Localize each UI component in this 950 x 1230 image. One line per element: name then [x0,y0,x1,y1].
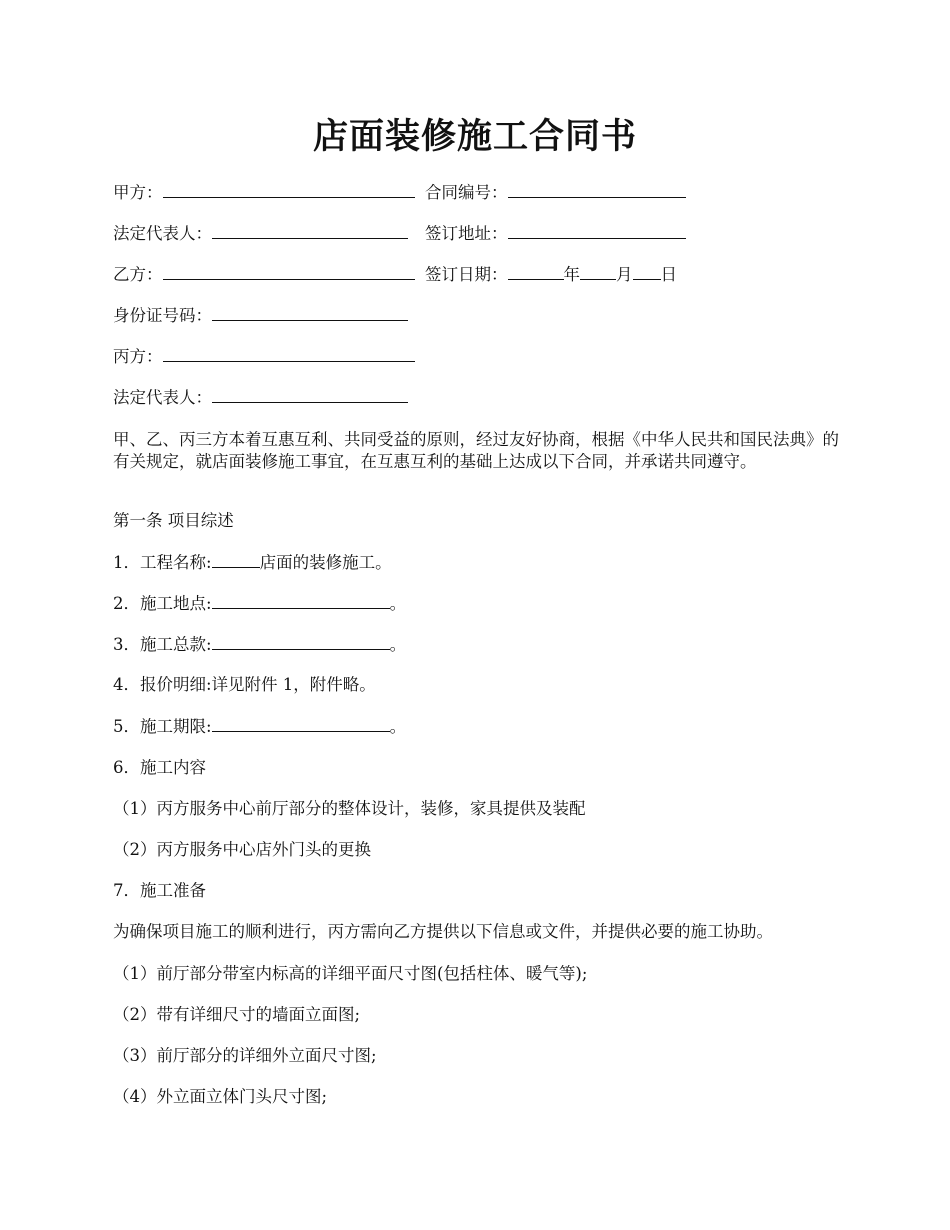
contract-no-label: 合同编号： [425,183,508,202]
item-7-sub-1: （1）前厅部分带室内标高的详细平面尺寸图(包括柱体、暖气等); [113,964,588,983]
item-7: 7．施工准备 [113,881,206,900]
site-blank[interactable] [212,591,390,609]
item-6-sub-2: （2）丙方服务中心店外门头的更换 [113,840,371,859]
item-7-sub-3: （3）前厅部分的详细外立面尺寸图; [113,1046,377,1065]
item-2-suffix: 。 [389,594,407,613]
project-name-blank[interactable] [212,550,260,568]
party-a-label: 甲方： [113,183,163,202]
legal-rep-c-label: 法定代表人： [113,388,212,407]
item-3-prefix: 3．施工总款: [113,635,212,654]
item-6: 6．施工内容 [113,758,206,777]
party-a-blank[interactable] [163,180,415,198]
party-b-blank[interactable] [163,262,415,280]
item-1-prefix: 1．工程名称: [113,553,212,572]
item-7-sub-4: （4）外立面立体门头尺寸图; [113,1087,328,1106]
party-c-row [113,344,415,369]
id-number-row [113,303,408,328]
legal-rep-c-blank[interactable] [212,385,408,403]
contract-no-blank[interactable] [508,180,686,198]
sign-date-label: 签订日期： [425,265,508,284]
item-5-suffix: 。 [389,717,407,736]
item-6-sub-1: （1）丙方服务中心前厅部分的整体设计，装修，家具提供及装配 [113,799,586,818]
id-number-blank[interactable] [212,303,408,321]
item-1-suffix: 店面的装修施工。 [259,553,392,572]
sign-address-blank[interactable] [508,221,686,239]
total-amount-blank[interactable] [212,632,390,650]
sign-year-blank[interactable] [508,262,564,280]
item-2 [113,591,406,616]
item-3 [113,632,406,657]
page-title: 店面装修施工合同书 [312,116,637,157]
intro-paragraph: 甲、乙、丙三方本着互惠互利、共同受益的原则，经过友好协商，根据《中华人民共和国民法典》的有关规定，就店面装修施工事宜，在互惠互利的基础上达成以下合同，并承诺共同遵守。 [113,430,839,471]
item-5 [113,714,406,739]
item-2-prefix: 2．施工地点: [113,594,212,613]
sign-address-label: 签订地址： [425,224,508,243]
sign-month-blank[interactable] [580,262,616,280]
item-1 [113,550,392,575]
duration-blank[interactable] [212,714,390,732]
item-3-suffix: 。 [389,635,407,654]
legal-rep-a-blank[interactable] [212,221,408,239]
party-c-blank[interactable] [163,344,415,362]
party-b-row [113,262,415,287]
sign-address-row [425,221,686,246]
legal-rep-c-row [113,385,408,410]
item-7-description: 为确保项目施工的顺利进行，丙方需向乙方提供以下信息或文件，并提供必要的施工协助。 [113,922,773,941]
item-5-prefix: 5．施工期限: [113,717,212,736]
party-b-label: 乙方： [113,265,163,284]
legal-rep-a-row [113,221,408,246]
day-label: 日 [660,265,677,284]
month-label: 月 [616,265,633,284]
article-1-heading: 第一条 项目综述 [113,511,234,530]
party-a-row [113,180,415,205]
item-7-sub-2: （2）带有详细尺寸的墙面立面图; [113,1005,361,1024]
item-4: 4．报价明细:详见附件 1，附件略。 [113,675,376,694]
legal-rep-a-label: 法定代表人： [113,224,212,243]
contract-no-row [425,180,686,205]
sign-day-blank[interactable] [633,262,661,280]
sign-date-row [425,262,677,287]
id-number-label: 身份证号码： [113,306,212,325]
year-label: 年 [563,265,580,284]
party-c-label: 丙方： [113,347,163,366]
